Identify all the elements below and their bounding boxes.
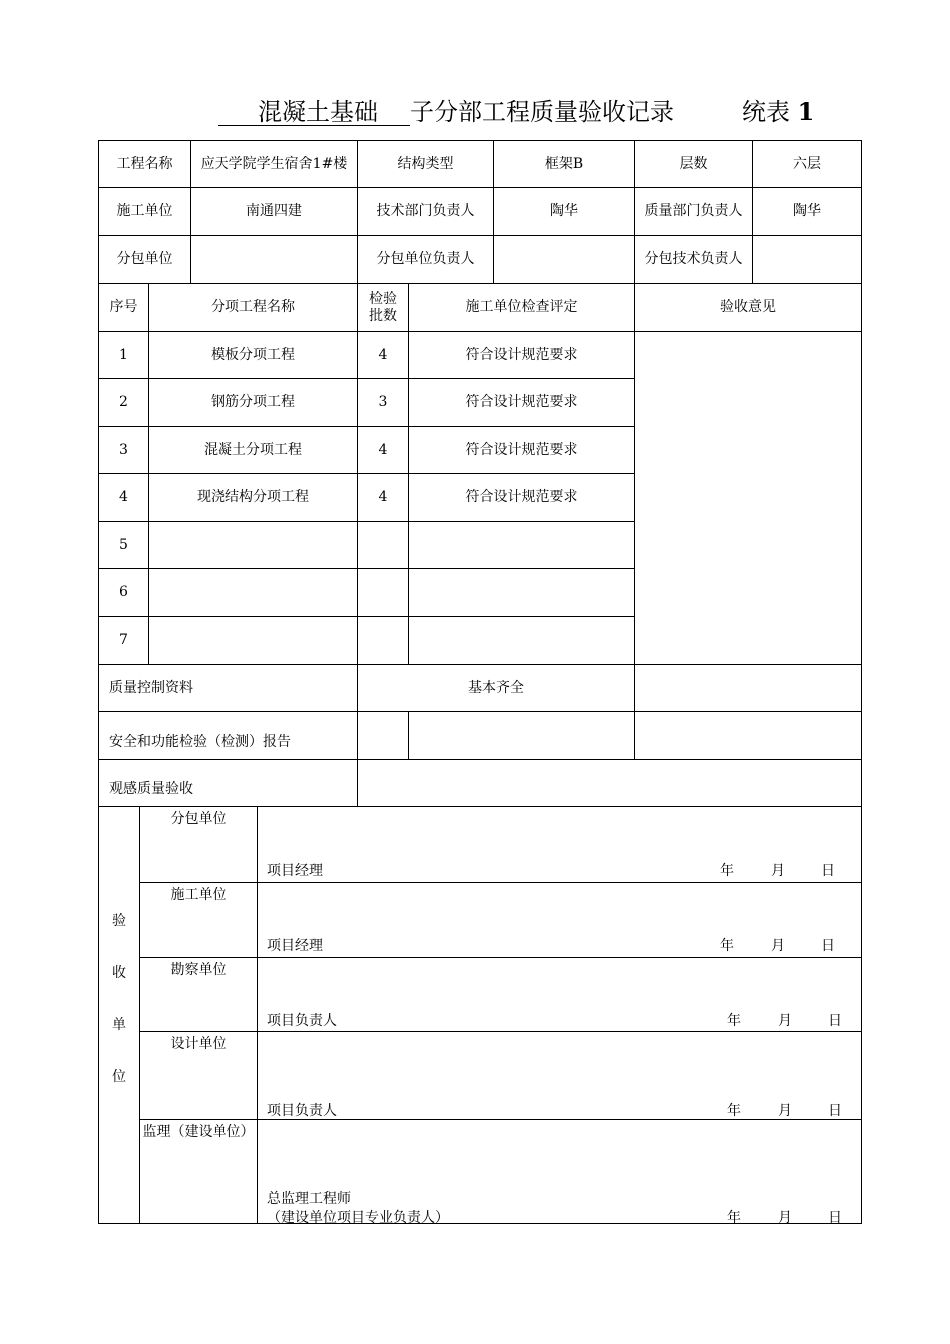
unit-5-day: 日 bbox=[828, 1210, 842, 1226]
project-name-label: 工程名称 bbox=[98, 140, 191, 188]
row-6-name bbox=[148, 568, 358, 617]
quality-docs-opinion bbox=[634, 664, 862, 712]
unit-5-name: 监理（建设单位） bbox=[139, 1119, 258, 1224]
project-name-value: 应天学院学生宿舍1#楼 bbox=[190, 140, 358, 188]
unit-1-name: 分包单位 bbox=[139, 806, 258, 883]
appearance-label: 观感质量验收 bbox=[98, 759, 358, 807]
row-5-batches bbox=[357, 521, 409, 569]
row-4-name: 现浇结构分项工程 bbox=[148, 473, 358, 522]
unit-2-day: 日 bbox=[821, 938, 835, 954]
col-opinion-header: 验收意见 bbox=[634, 283, 862, 332]
unit-5-year: 年 bbox=[727, 1210, 741, 1226]
unit-1-year: 年 bbox=[720, 863, 734, 879]
tech-head-value: 陶华 bbox=[493, 187, 635, 236]
structure-type-value: 框架B bbox=[493, 140, 635, 188]
row-6-eval bbox=[408, 568, 635, 617]
acceptance-vertical-char-2: 收 bbox=[112, 965, 126, 981]
acceptance-vertical-char-3: 单 bbox=[112, 1017, 126, 1033]
title-subject: 混凝土基础 bbox=[258, 98, 378, 126]
row-7-batches bbox=[357, 616, 409, 665]
unit-2-signer: 项目经理 bbox=[267, 938, 323, 954]
row-1-name: 模板分项工程 bbox=[148, 331, 358, 379]
acceptance-opinion-cell bbox=[634, 331, 862, 665]
unit-3-day: 日 bbox=[828, 1013, 842, 1029]
unit-4-signer: 项目负责人 bbox=[267, 1103, 337, 1119]
unit-2-name: 施工单位 bbox=[139, 882, 258, 958]
unit-5-signer-note: （建设单位项目专业负责人） bbox=[267, 1210, 449, 1226]
row-3-eval: 符合设计规范要求 bbox=[408, 426, 635, 474]
safety-report-label: 安全和功能检验（检测）报告 bbox=[98, 711, 358, 760]
unit-1-month: 月 bbox=[771, 863, 785, 879]
row-3-name: 混凝土分项工程 bbox=[148, 426, 358, 474]
safety-report-value bbox=[408, 711, 635, 760]
unit-5-month: 月 bbox=[778, 1210, 792, 1226]
row-2-eval: 符合设计规范要求 bbox=[408, 378, 635, 427]
row-1-seq: 1 bbox=[98, 331, 149, 379]
unit-4-sign-area bbox=[257, 1031, 862, 1120]
unit-5-signer: 总监理工程师 bbox=[267, 1191, 351, 1207]
col-eval-header: 施工单位检查评定 bbox=[408, 283, 635, 332]
col-name-header: 分项工程名称 bbox=[148, 283, 358, 332]
row-7-name bbox=[148, 616, 358, 665]
row-3-seq: 3 bbox=[98, 426, 149, 474]
row-6-seq: 6 bbox=[98, 568, 149, 617]
contractor-label: 施工单位 bbox=[98, 187, 191, 236]
subcontractor-value bbox=[190, 235, 358, 284]
unit-3-month: 月 bbox=[778, 1013, 792, 1029]
row-6-batches bbox=[357, 568, 409, 617]
unit-3-name: 勘察单位 bbox=[139, 957, 258, 1032]
unit-4-day: 日 bbox=[828, 1103, 842, 1119]
row-1-batches: 4 bbox=[357, 331, 409, 379]
floors-label: 层数 bbox=[634, 140, 753, 188]
unit-3-signer: 项目负责人 bbox=[267, 1013, 337, 1029]
col-batch-header bbox=[357, 283, 409, 332]
contractor-value: 南通四建 bbox=[190, 187, 358, 236]
unit-1-day: 日 bbox=[821, 863, 835, 879]
quality-head-value: 陶华 bbox=[752, 187, 862, 236]
acceptance-vertical-char-4: 位 bbox=[112, 1069, 126, 1085]
floors-value: 六层 bbox=[752, 140, 862, 188]
subcontractor-label: 分包单位 bbox=[98, 235, 191, 284]
col-batch-header-line1: 检验 bbox=[369, 290, 397, 307]
sub-head-label: 分包单位负责人 bbox=[357, 235, 494, 284]
row-4-eval: 符合设计规范要求 bbox=[408, 473, 635, 522]
unit-4-year: 年 bbox=[727, 1103, 741, 1119]
col-batch-header-line2: 批数 bbox=[369, 307, 397, 324]
acceptance-vertical-char-1: 验 bbox=[112, 913, 126, 929]
row-2-batches: 3 bbox=[357, 378, 409, 427]
quality-head-label: 质量部门负责人 bbox=[634, 187, 753, 236]
row-2-seq: 2 bbox=[98, 378, 149, 427]
col-seq-header: 序号 bbox=[98, 283, 149, 332]
row-4-batches: 4 bbox=[357, 473, 409, 522]
row-1-eval: 符合设计规范要求 bbox=[408, 331, 635, 379]
quality-docs-label: 质量控制资料 bbox=[98, 664, 358, 712]
unit-1-signer: 项目经理 bbox=[267, 863, 323, 879]
row-7-eval bbox=[408, 616, 635, 665]
safety-report-count bbox=[357, 711, 409, 760]
sub-head-value bbox=[493, 235, 635, 284]
unit-4-month: 月 bbox=[778, 1103, 792, 1119]
unit-3-sign-area bbox=[257, 957, 862, 1032]
title-number-label: 统表 bbox=[742, 98, 790, 126]
safety-report-opinion bbox=[634, 711, 862, 760]
row-5-eval bbox=[408, 521, 635, 569]
row-5-name bbox=[148, 521, 358, 569]
row-7-seq: 7 bbox=[98, 616, 149, 665]
appearance-value bbox=[357, 759, 862, 807]
unit-3-year: 年 bbox=[727, 1013, 741, 1029]
unit-2-year: 年 bbox=[720, 938, 734, 954]
unit-2-month: 月 bbox=[771, 938, 785, 954]
unit-4-name: 设计单位 bbox=[139, 1031, 258, 1120]
row-4-seq: 4 bbox=[98, 473, 149, 522]
sub-tech-head-value bbox=[752, 235, 862, 284]
title-number-value: 1 bbox=[797, 97, 815, 126]
sub-tech-head-label: 分包技术负责人 bbox=[634, 235, 753, 284]
quality-docs-value: 基本齐全 bbox=[357, 664, 635, 712]
structure-type-label: 结构类型 bbox=[357, 140, 494, 188]
title-main: 子分部工程质量验收记录 bbox=[410, 98, 674, 126]
row-5-seq: 5 bbox=[98, 521, 149, 569]
tech-head-label: 技术部门负责人 bbox=[357, 187, 494, 236]
row-2-name: 钢筋分项工程 bbox=[148, 378, 358, 427]
row-3-batches: 4 bbox=[357, 426, 409, 474]
